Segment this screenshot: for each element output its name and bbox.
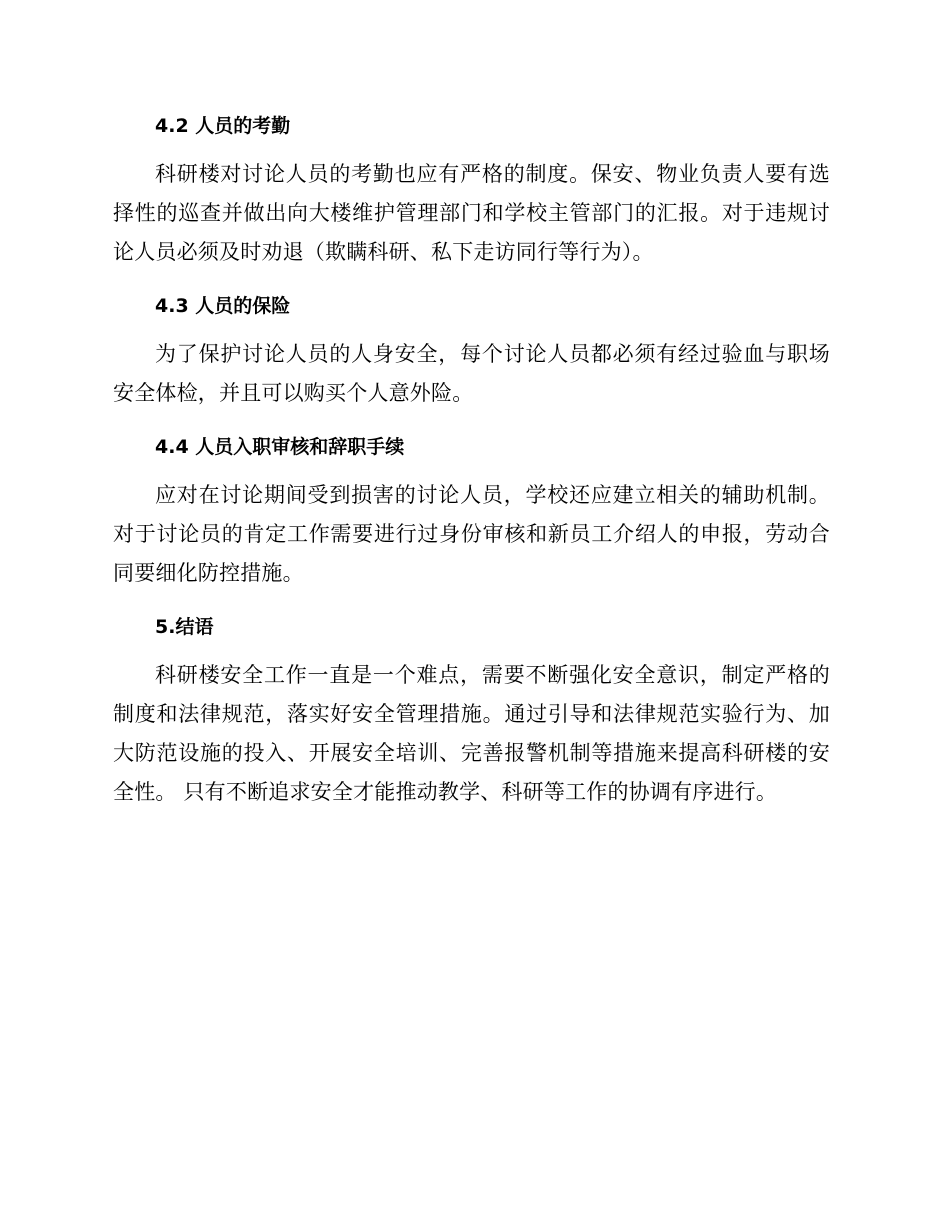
section-heading: 4.4 人员入职审核和辞职手续	[155, 436, 405, 458]
section-attendance	[113, 111, 830, 272]
section-paragraph: 应对在讨论期间受到损害的讨论人员，学校还应建立相关的辅助机制。对于讨论员的肯定工作需要进行过身份审核和新员工介绍人的申报，劳动合同要细化防控措施。	[113, 483, 830, 585]
section-paragraph: 科研楼安全工作一直是一个难点，需要不断强化安全意识，制定严格的制度和法律规范，落实好安全管理措施。通过引导和法律规范实验行为、加大防范设施的投入、开展安全培训、完善报警机制等措施来提高科研楼的安全性。 只有不断追求安全才能推动教学、科研等工作的协调有序进行。	[113, 663, 830, 804]
section-insurance	[113, 291, 830, 413]
section-heading: 5.结语	[155, 616, 214, 638]
section-heading: 4.2 人员的考勤	[155, 115, 291, 137]
section-conclusion	[113, 612, 830, 812]
section-paragraph: 为了保护讨论人员的人身安全，每个讨论人员都必须有经过验血与职场安全体检，并且可以购买个人意外险。	[113, 342, 830, 405]
section-onboarding	[113, 432, 830, 593]
section-paragraph: 科研楼对讨论人员的考勤也应有严格的制度。保安、物业负责人要有选择性的巡查并做出向大楼维护管理部门和学校主管部门的汇报。对于违规讨论人员必须及时劝退（欺瞒科研、私下走访同行等行为）。	[113, 162, 830, 264]
section-heading: 4.3 人员的保险	[155, 295, 291, 317]
